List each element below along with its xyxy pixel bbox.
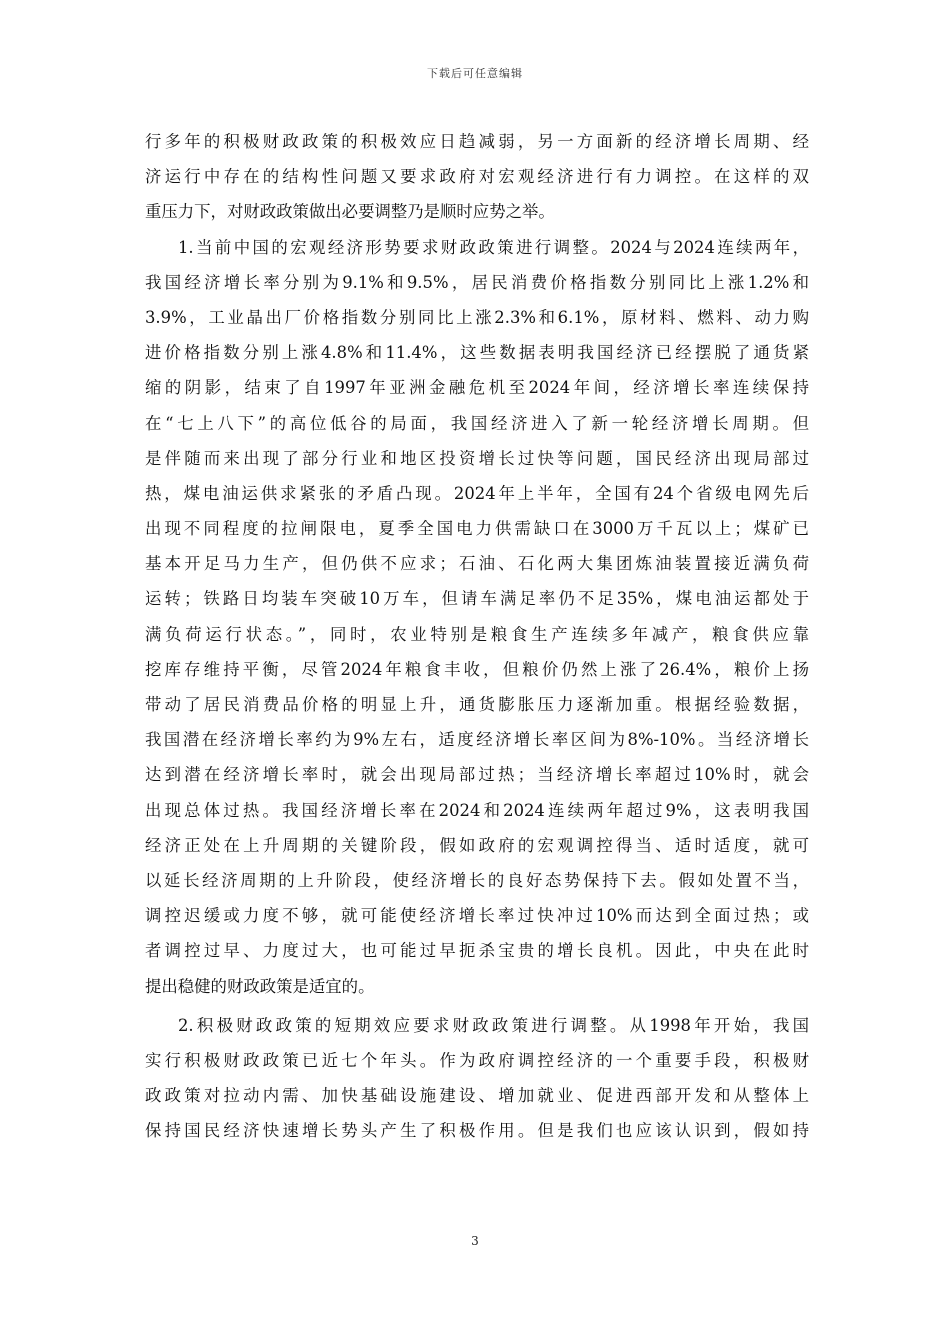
text-line: 重压力下，对财政政策做出必要调整乃是顺时应势之举。 — [145, 202, 555, 222]
text-line: 基本开足马力生产，但仍供不应求；石油、石化两大集团炼油装置接近满负荷 — [145, 554, 809, 574]
text-line: 调控迟缓或力度不够，就可能使经济增长率过快冲过10%而达到全面过热；或 — [145, 906, 809, 926]
text-line: 出现总体过热。我国经济增长率在2024和2024连续两年超过9%，这表明我国 — [145, 800, 809, 820]
text-line: 济运行中存在的结构性问题又要求政府对宏观经济进行有力调控。在这样的双 — [145, 167, 809, 187]
text-line: 以延长经济周期的上升阶段，使经济增长的良好态势保持下去。假如处置不当， — [145, 870, 809, 890]
text-line: 保持国民经济快速增长势头产生了积极作用。但是我们也应该认识到，假如持 — [145, 1121, 809, 1141]
text-line: 满负荷运行状态。”，同时，农业特别是粮食生产连续多年减产，粮食供应靠 — [145, 624, 809, 644]
text-line: 出现不同程度的拉闸限电，夏季全国电力供需缺口在3000万千瓦以上；煤矿已 — [145, 519, 809, 539]
paragraph-macro-situation — [145, 230, 809, 1004]
text-line: 提出稳健的财政政策是适宜的。 — [145, 976, 375, 996]
text-line: 2.积极财政政策的短期效应要求财政政策进行调整。从1998年开始，我国 — [178, 1015, 809, 1035]
text-line: 进价格指数分别上涨4.8%和11.4%，这些数据表明我国经济已经摆脱了通货紧 — [145, 343, 809, 363]
text-line: 带动了居民消费品价格的明显上升，通货膨胀压力逐渐加重。根据经验数据， — [145, 695, 809, 714]
text-line: 是伴随而来出现了部分行业和地区投资增长过快等问题，国民经济出现局部过 — [145, 448, 809, 468]
text-line: 行多年的积极财政政策的积极效应日趋减弱，另一方面新的经济增长周期、经 — [145, 132, 809, 151]
text-line: 达到潜在经济增长率时，就会出现局部过热；当经济增长率超过10%时，就会 — [145, 765, 809, 785]
text-line: 政政策对拉动内需、加快基础设施建设、增加就业、促进西部开发和从整体上 — [145, 1086, 809, 1106]
text-line: 在“七上八下”的高位低谷的局面，我国经济进入了新一轮经济增长周期。但 — [145, 413, 809, 433]
text-line: 热，煤电油运供求紧张的矛盾凸现。2024年上半年，全国有24个省级电网先后 — [145, 483, 809, 503]
text-line: 者调控过早、力度过大，也可能过早扼杀宝贵的增长良机。因此，中央在此时 — [145, 941, 809, 961]
text-line: 我国潜在经济增长率约为9%左右，适度经济增长率区间为8%-10%。当经济增长 — [145, 730, 809, 750]
text-line: 实行积极财政政策已近七个年头。作为政府调控经济的一个重要手段，积极财 — [145, 1050, 809, 1070]
page-number: 3 — [471, 1234, 479, 1248]
document-body — [145, 124, 809, 1148]
text-line: 缩的阴影，结束了自1997年亚洲金融危机至2024年间，经济增长率连续保持 — [145, 378, 809, 398]
text-line: 3.9%，工业晶出厂价格指数分别同比上涨2.3%和6.1%，原材料、燃料、动力购 — [145, 307, 809, 327]
text-line: 1.当前中国的宏观经济形势要求财政政策进行调整。2024与2024连续两年， — [178, 237, 809, 257]
text-line: 运转；铁路日均装车突破10万车，但请车满足率仍不足35%，煤电油运都处于 — [145, 589, 809, 609]
paragraph-continuation — [145, 124, 809, 230]
text-line: 我国经济增长率分别为9.1%和9.5%，居民消费价格指数分别同比上涨1.2%和 — [145, 272, 809, 292]
text-line: 挖库存维持平衡，尽管2024年粮食丰收，但粮价仍然上涨了26.4%，粮价上扬 — [145, 659, 809, 679]
paragraph-short-term-effect — [145, 1008, 809, 1149]
text-line: 经济正处在上升周期的关键阶段，假如政府的宏观调控得当、适时适度，就可 — [145, 835, 809, 855]
page-header: 下载后可任意编辑 — [427, 67, 523, 80]
